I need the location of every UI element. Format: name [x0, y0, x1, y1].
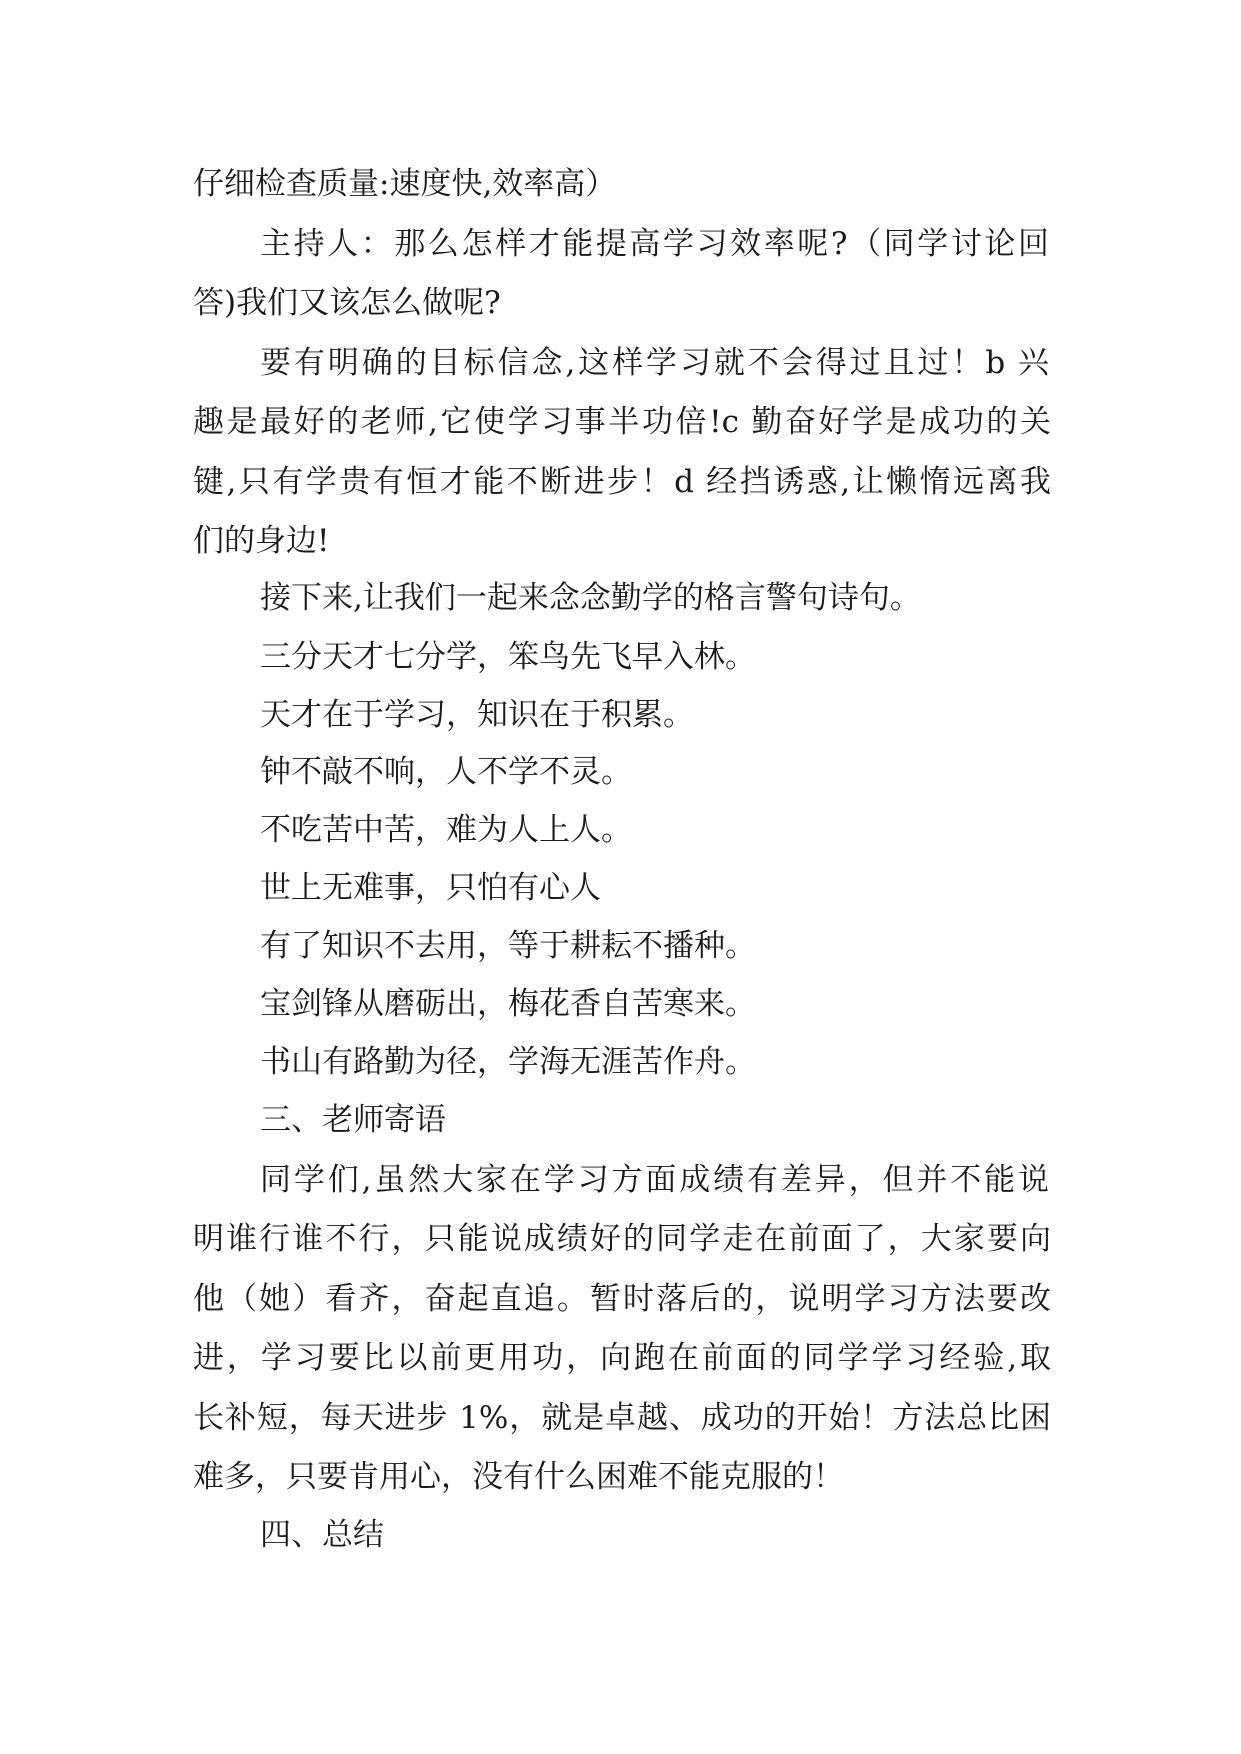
text-line: 趣是最好的老师,它使学习事半功倍!c 勤奋好学是成功的关	[193, 404, 1051, 440]
text-line: 有了知识不去用，等于耕耘不播种。	[260, 928, 756, 964]
text-line: 不吃苦中苦，难为人上人。	[260, 812, 632, 848]
text-line: 世上无难事，只怕有心人	[260, 870, 601, 906]
text-line: 接下来,让我们一起来念念勤学的格言警句诗句。	[260, 580, 921, 616]
text-line: 要有明确的目标信念,这样学习就不会得过且过！b 兴	[260, 345, 1049, 381]
text-line: 进，学习要比以前更用功，向跑在前面的同学学习经验,取	[193, 1340, 1051, 1376]
text-line: 键,只有学贵有恒才能不断进步！d 经挡诱惑,让懒惰远离我	[193, 464, 1051, 500]
text-line: 书山有路勤为径，学海无涯苦作舟。	[260, 1044, 756, 1080]
text-line: 难多，只要肯用心，没有什么困难不能克服的！	[193, 1459, 844, 1495]
text-line: 仔细检查质量:速度快,效率高）	[193, 166, 617, 202]
text-line: 同学们,虽然大家在学习方面成绩有差异，但并不能说	[260, 1162, 1049, 1198]
text-line: 他（她）看齐，奋起直追。暂时落后的，说明学习方法要改	[193, 1281, 1051, 1317]
text-line: 三分天才七分学，笨鸟先飞早入林。	[260, 639, 756, 675]
text-line: 宝剑锋从磨砺出，梅花香自苦寒来。	[260, 986, 756, 1022]
text-line: 长补短，每天进步 1%，就是卓越、成功的开始！方法总比困	[193, 1400, 1051, 1436]
section-heading: 三、老师寄语	[260, 1102, 446, 1138]
text-line: 们的身边!	[193, 523, 330, 559]
text-line: 钟不敲不响，人不学不灵。	[260, 754, 632, 790]
text-line: 天才在于学习，知识在于积累。	[260, 697, 694, 733]
text-line: 明谁行谁不行，只能说成绩好的同学走在前面了，大家要向	[193, 1221, 1051, 1257]
section-heading: 四、总结	[260, 1517, 384, 1553]
text-line: 主持人：那么怎样才能提高学习效率呢?（同学讨论回	[260, 226, 1049, 262]
text-line: 答)我们又该怎么做呢?	[193, 285, 501, 321]
